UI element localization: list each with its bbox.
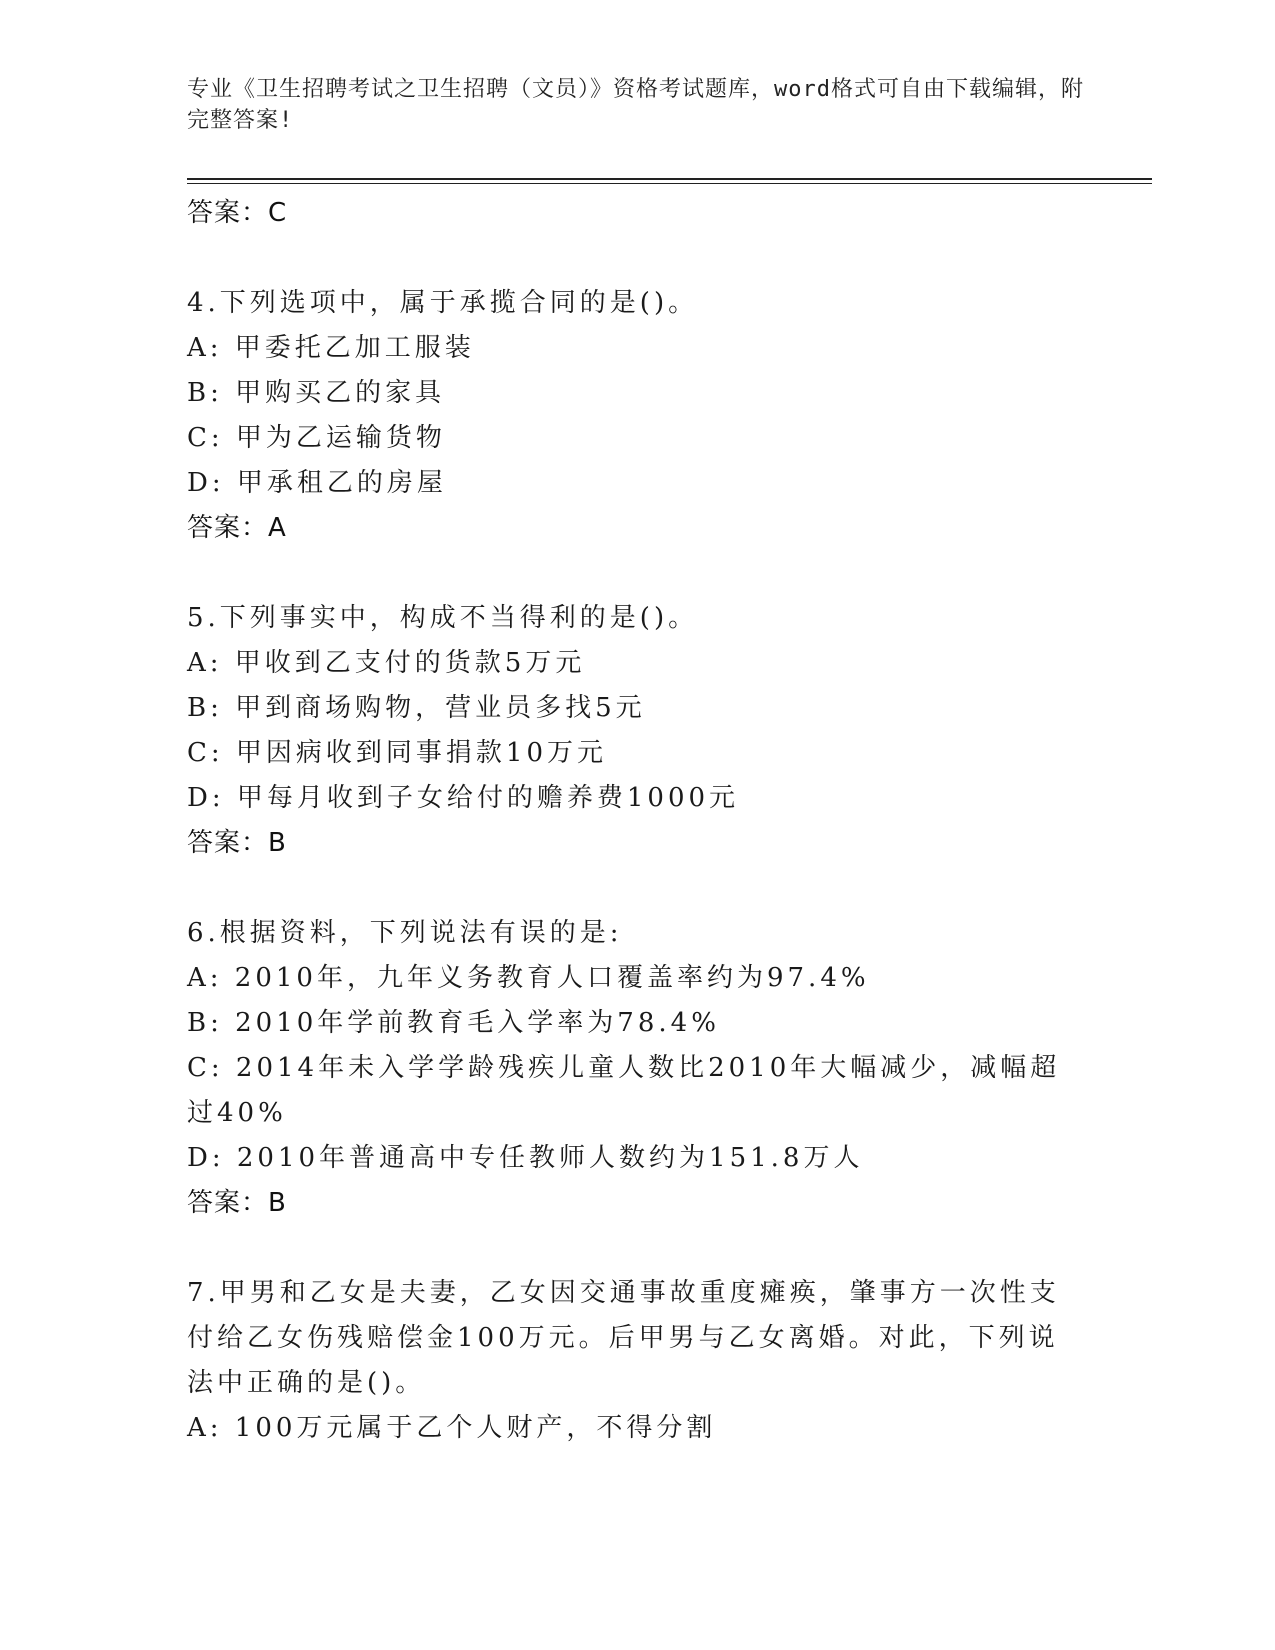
option-c: C: 甲因病收到同事捐款10万元 (187, 738, 608, 768)
option-d: D: 2010年普通高中专任教师人数约为151.8万人 (187, 1143, 864, 1173)
question-stem: 4.下列选项中，属于承揽合同的是()。 (187, 288, 699, 318)
question-4 (187, 281, 1067, 551)
header-divider-thick (187, 178, 1152, 180)
option-b: B: 2010年学前教育毛入学率为78.4% (187, 1008, 720, 1038)
option-a: A: 甲收到乙支付的货款5万元 (187, 648, 586, 678)
answer: 答案：B (187, 1188, 287, 1218)
spacer (187, 1226, 1067, 1271)
answer: 答案：B (187, 828, 287, 858)
option-a: A: 甲委托乙加工服装 (187, 333, 475, 363)
question-5 (187, 596, 1067, 866)
option-d: D: 甲承租乙的房屋 (187, 468, 447, 498)
option-c: C: 2014年未入学学龄残疾儿童人数比2010年大幅减少，减幅超过40% (187, 1053, 1061, 1128)
question-7 (187, 1271, 1067, 1451)
question-stem: 6.根据资料，下列说法有误的是: (187, 918, 623, 948)
option-a: A: 100万元属于乙个人财产，不得分割 (187, 1413, 717, 1443)
question-6 (187, 911, 1067, 1226)
option-c: C: 甲为乙运输货物 (187, 423, 446, 453)
option-b: B: 甲购买乙的家具 (187, 378, 446, 408)
option-b: B: 甲到商场购物，营业员多找5元 (187, 693, 646, 723)
question-stem: 7.甲男和乙女是夫妻，乙女因交通事故重度瘫痪，肇事方一次性支付给乙女伤残赔偿金100万元。后甲男与乙女离婚。对此，下列说法中正确的是()。 (187, 1278, 1060, 1398)
header-divider-thin (187, 183, 1152, 184)
spacer (187, 236, 1067, 281)
option-d: D: 甲每月收到子女给付的赡养费1000元 (187, 783, 740, 813)
answer: 答案：A (187, 513, 287, 543)
option-a: A: 2010年，九年义务教育人口覆盖率约为97.4% (187, 963, 870, 993)
previous-answer: 答案：C (187, 198, 288, 228)
document-header: 专业《卫生招聘考试之卫生招聘（文员）》资格考试题库，word格式可自由下载编辑，附完整答案! (187, 77, 1084, 133)
question-stem: 5.下列事实中，构成不当得利的是()。 (187, 603, 699, 633)
spacer (187, 866, 1067, 911)
spacer (187, 551, 1067, 596)
question-list (187, 191, 1067, 1451)
